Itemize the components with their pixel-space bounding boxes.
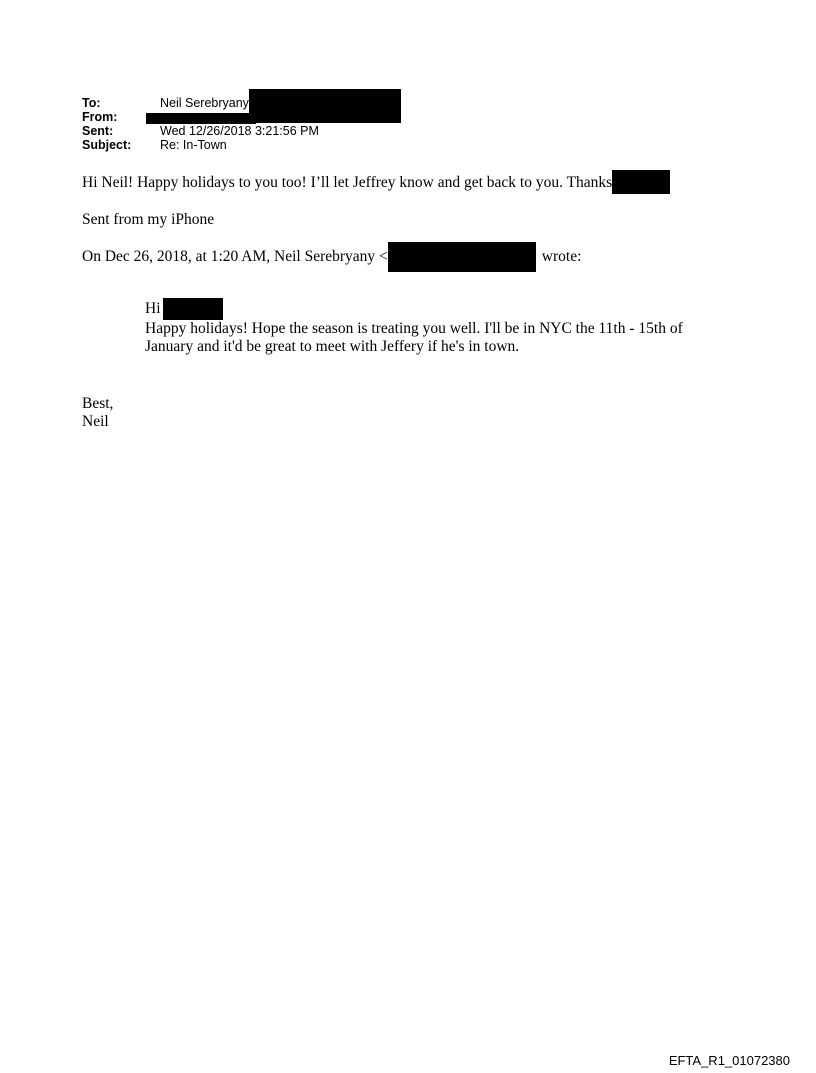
from-label: From: xyxy=(82,110,118,124)
quoted-message xyxy=(145,300,685,356)
to-value: Neil Serebryany xyxy=(160,96,249,110)
email-header xyxy=(82,96,401,152)
closing-line-2: Neil xyxy=(82,413,109,430)
redaction-box xyxy=(163,298,223,320)
closing xyxy=(82,395,113,431)
quoted-greeting-line xyxy=(145,300,685,320)
quote-intro-prefix: On Dec 26, 2018, at 1:20 AM, Neil Serebryany < xyxy=(82,248,388,265)
quoted-greeting: Hi xyxy=(145,300,161,317)
to-label: To: xyxy=(82,96,101,110)
subject-row xyxy=(82,138,401,152)
redaction-box xyxy=(146,113,256,124)
reply-text: Hi Neil! Happy holidays to you too! I’ll let Jeffrey know and get back to you. Thanks xyxy=(82,174,613,191)
sent-label: Sent: xyxy=(82,124,114,138)
quoted-body: Happy holidays! Hope the season is treating you well. I'll be in NYC the 11th - 15th of January and it'd be great to meet with Jeffery if he's in town. xyxy=(145,320,683,355)
to-row xyxy=(82,96,401,110)
quote-intro xyxy=(82,248,581,272)
subject-label: Subject: xyxy=(82,138,132,152)
device-signature: Sent from my iPhone xyxy=(82,211,215,228)
reply-line xyxy=(82,174,670,194)
sent-value: Wed 12/26/2018 3:21:56 PM xyxy=(160,124,319,138)
subject-value: Re: In-Town xyxy=(160,138,227,152)
quote-intro-suffix: wrote: xyxy=(541,248,582,265)
closing-line-1: Best, xyxy=(82,395,114,412)
redaction-box xyxy=(388,242,536,272)
redaction-box xyxy=(249,89,401,123)
document-id: EFTA_R1_01072380 xyxy=(668,1053,790,1068)
redaction-box xyxy=(612,170,670,194)
sent-row xyxy=(82,124,401,138)
